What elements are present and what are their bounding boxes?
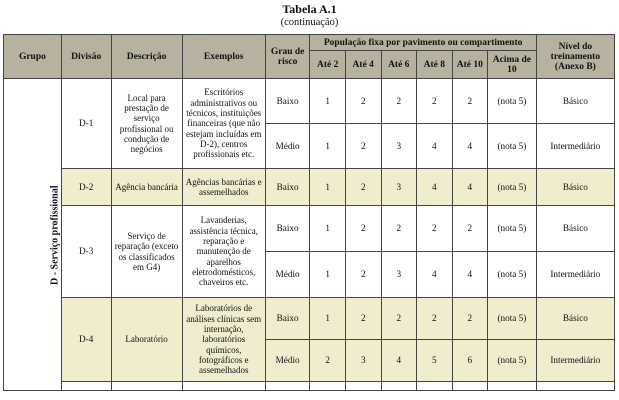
- value-cell: 2: [345, 252, 381, 298]
- value-cell: (nota 5): [488, 79, 537, 124]
- empty-cell: [381, 382, 417, 391]
- value-cell: 2: [381, 79, 417, 124]
- risk-cell: Médio: [265, 252, 310, 298]
- header-descricao: Descrição: [111, 35, 182, 79]
- header-exemplos: Exemplos: [182, 35, 265, 79]
- risk-cell: Médio: [265, 124, 310, 169]
- value-cell: 3: [381, 169, 417, 206]
- value-cell: 2: [345, 169, 381, 206]
- value-cell: 3: [345, 340, 381, 382]
- level-cell: Intermediário: [536, 340, 614, 382]
- value-cell: 2: [452, 206, 488, 252]
- header-ate-6: Até 6: [381, 51, 417, 79]
- header-acima-10: Acima de 10: [488, 51, 537, 79]
- header-ate-8: Até 8: [417, 51, 453, 79]
- level-cell: Básico: [536, 298, 614, 340]
- value-cell: 4: [417, 252, 453, 298]
- risk-cell: Baixo: [265, 169, 310, 206]
- empty-cell: [182, 382, 265, 391]
- value-cell: 1: [310, 206, 346, 252]
- header-row-main: [4, 35, 615, 51]
- risk-cell: Médio: [265, 340, 310, 382]
- value-cell: 4: [452, 124, 488, 169]
- value-cell: 3: [381, 252, 417, 298]
- fire-brigade-table: [3, 34, 615, 391]
- empty-cell: [345, 382, 381, 391]
- table-row: [4, 169, 615, 206]
- empty-cell: [417, 382, 453, 391]
- division-description: Local para prestação de serviço profissional ou condução de negócios: [111, 79, 182, 169]
- risk-cell: Baixo: [265, 206, 310, 252]
- division-code: D-2: [61, 169, 111, 206]
- header-divisao: Divisão: [61, 35, 111, 79]
- empty-cell: [61, 382, 111, 391]
- header-ate-4: Até 4: [345, 51, 381, 79]
- division-code: D-3: [61, 206, 111, 298]
- value-cell: (nota 5): [488, 340, 537, 382]
- division-description: Laboratório: [111, 298, 182, 382]
- value-cell: (nota 5): [488, 252, 537, 298]
- value-cell: 1: [310, 79, 346, 124]
- division-description: Serviço de reparação (exceto os classificados em G4): [111, 206, 182, 298]
- value-cell: (nota 5): [488, 206, 537, 252]
- level-cell: Básico: [536, 206, 614, 252]
- value-cell: 4: [417, 169, 453, 206]
- empty-cell: [536, 382, 614, 391]
- empty-cell: [488, 382, 537, 391]
- value-cell: 3: [381, 124, 417, 169]
- empty-cell: [111, 382, 182, 391]
- value-cell: (nota 5): [488, 169, 537, 206]
- value-cell: 6: [452, 340, 488, 382]
- value-cell: 2: [452, 79, 488, 124]
- header-ate-10: Até 10: [452, 51, 488, 79]
- value-cell: 2: [345, 124, 381, 169]
- empty-cell: [265, 382, 310, 391]
- table-subtitle: (continuação): [280, 17, 339, 28]
- value-cell: 2: [452, 298, 488, 340]
- table-row: [4, 79, 615, 124]
- value-cell: 2: [345, 206, 381, 252]
- empty-cell: [452, 382, 488, 391]
- value-cell: 4: [452, 169, 488, 206]
- risk-cell: Baixo: [265, 79, 310, 124]
- value-cell: 2: [345, 298, 381, 340]
- value-cell: 2: [417, 206, 453, 252]
- risk-cell: Baixo: [265, 298, 310, 340]
- division-examples: Lavanderias, assistência técnica, reparação e manutenção de aparelhos eletrodomésticos, chaveiros etc.: [182, 206, 265, 298]
- value-cell: 2: [417, 298, 453, 340]
- division-examples: Escritórios administrativos ou técnicos, instituições financeiras (que não estejam incluídas em D-2), centros profissionais etc.: [182, 79, 265, 169]
- level-cell: Intermediário: [536, 252, 614, 298]
- header-grau-risco: Grau de risco: [265, 35, 310, 79]
- table-title: Tabela A.1: [282, 2, 337, 16]
- value-cell: 2: [417, 79, 453, 124]
- group-label: D - Serviço profissional: [49, 185, 61, 285]
- value-cell: 4: [452, 252, 488, 298]
- value-cell: 1: [310, 298, 346, 340]
- value-cell: 4: [381, 340, 417, 382]
- division-code: D-4: [61, 298, 111, 382]
- header-grupo: Grupo: [4, 35, 62, 79]
- table-row: [4, 206, 615, 252]
- header-populacao: População fixa por pavimento ou compartimento: [310, 35, 536, 51]
- value-cell: 2: [381, 298, 417, 340]
- empty-cell: [310, 382, 346, 391]
- value-cell: 1: [310, 169, 346, 206]
- value-cell: 2: [381, 206, 417, 252]
- value-cell: (nota 5): [488, 124, 537, 169]
- level-cell: Básico: [536, 79, 614, 124]
- table-row-cutoff: [4, 382, 615, 391]
- value-cell: (nota 5): [488, 298, 537, 340]
- level-cell: Básico: [536, 169, 614, 206]
- division-code: D-1: [61, 79, 111, 169]
- value-cell: 4: [417, 124, 453, 169]
- value-cell: 1: [310, 124, 346, 169]
- table-row: [4, 298, 615, 340]
- division-examples: Laboratórios de análises clínicas sem internação, laboratórios químicos, fotográficos e assemelhados: [182, 298, 265, 382]
- header-ate-2: Até 2: [310, 51, 346, 79]
- level-cell: Intermediário: [536, 124, 614, 169]
- value-cell: 5: [417, 340, 453, 382]
- division-description: Agência bancária: [111, 169, 182, 206]
- value-cell: 2: [345, 79, 381, 124]
- value-cell: 1: [310, 252, 346, 298]
- group-cell: [4, 79, 62, 391]
- value-cell: 2: [310, 340, 346, 382]
- division-examples: Agências bancárias e assemelhados: [182, 169, 265, 206]
- header-nivel: Nível do treinamento (Anexo B): [536, 35, 614, 79]
